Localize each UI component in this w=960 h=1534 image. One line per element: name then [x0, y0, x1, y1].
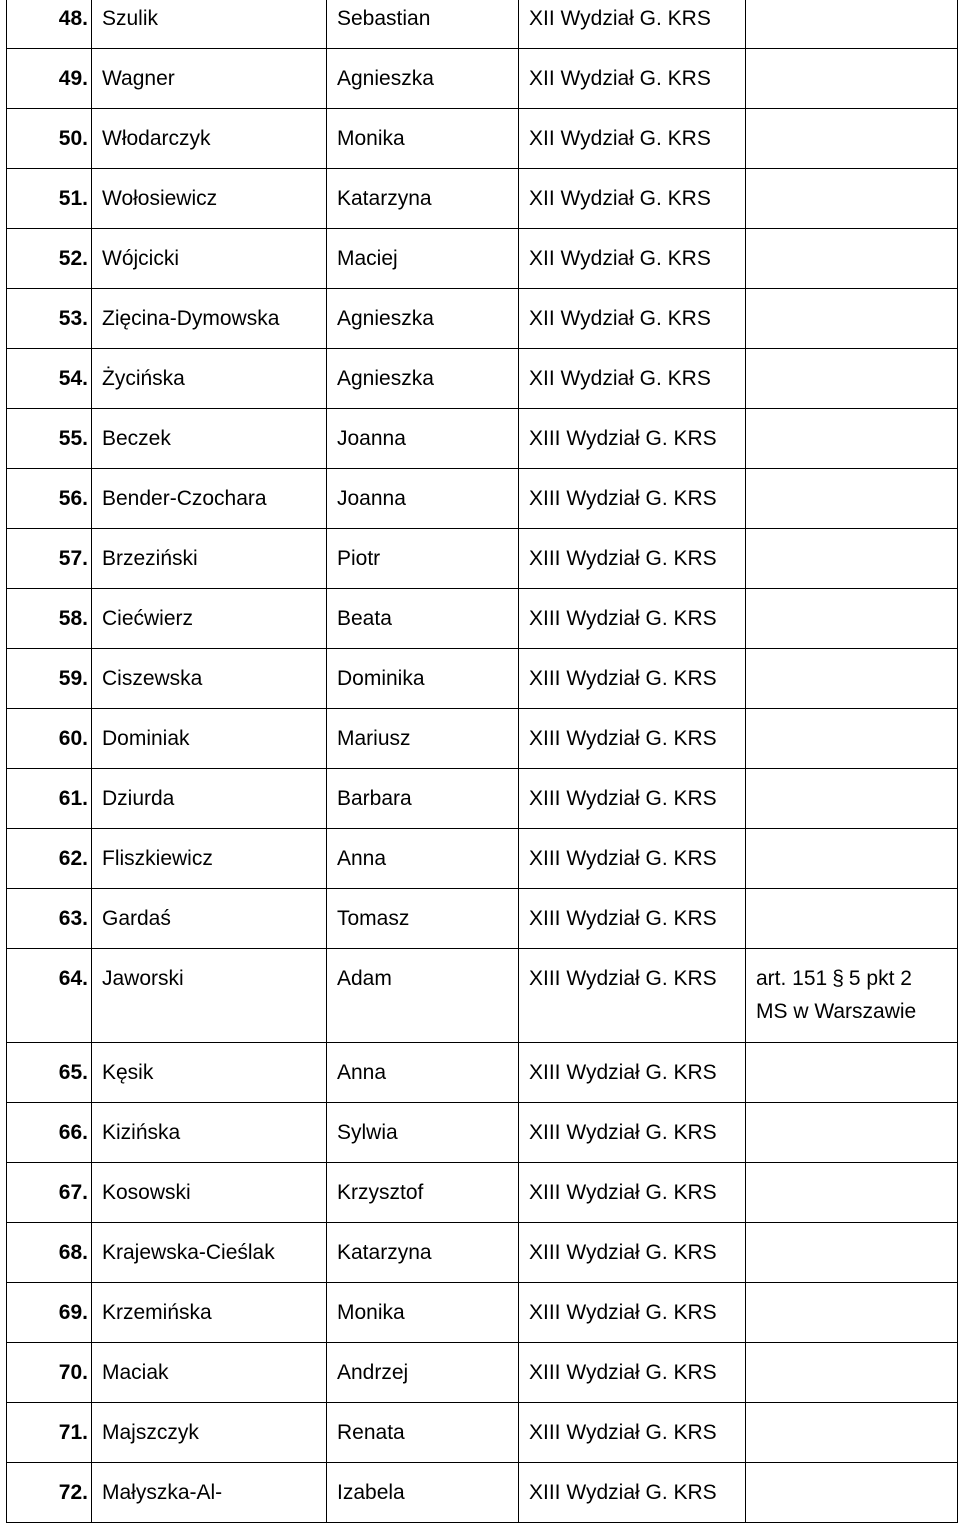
surname-cell: Kęsik	[92, 1043, 327, 1103]
note-cell	[746, 589, 958, 649]
surname-cell: Ciećwierz	[92, 589, 327, 649]
surname-cell: Beczek	[92, 409, 327, 469]
department-cell: XII Wydział G. KRS	[519, 289, 746, 349]
department-cell: XIII Wydział G. KRS	[519, 769, 746, 829]
note-cell	[746, 289, 958, 349]
first-name-cell: Joanna	[327, 409, 519, 469]
note-court: MS w Warszawie	[756, 1000, 917, 1023]
surname-cell: Kosowski	[92, 1163, 327, 1223]
first-name-cell: Agnieszka	[327, 349, 519, 409]
table-row	[7, 0, 958, 49]
first-name-cell: Krzysztof	[327, 1163, 519, 1223]
surname-cell: Bender-Czochara	[92, 469, 327, 529]
table-row	[7, 1343, 958, 1403]
table-row	[7, 1163, 958, 1223]
row-number: 50.	[7, 109, 92, 169]
first-name-cell: Katarzyna	[327, 169, 519, 229]
surname-cell: Życińska	[92, 349, 327, 409]
judges-table-body	[7, 0, 958, 1523]
note-cell	[746, 769, 958, 829]
table-row	[7, 289, 958, 349]
department-cell: XII Wydział G. KRS	[519, 109, 746, 169]
table-row	[7, 229, 958, 289]
department-cell: XIII Wydział G. KRS	[519, 1343, 746, 1403]
table-row	[7, 1463, 958, 1523]
row-number: 48.	[7, 0, 92, 49]
note-cell	[746, 1223, 958, 1283]
table-row	[7, 529, 958, 589]
department-cell: XIII Wydział G. KRS	[519, 1043, 746, 1103]
table-row	[7, 1043, 958, 1103]
row-number: 72.	[7, 1463, 92, 1523]
note-cell	[746, 949, 958, 1043]
first-name-cell: Maciej	[327, 229, 519, 289]
surname-cell: Brzeziński	[92, 529, 327, 589]
surname-cell: Zięcina-Dymowska	[92, 289, 327, 349]
surname-cell: Małyszka-Al-	[92, 1463, 327, 1523]
first-name-cell: Agnieszka	[327, 289, 519, 349]
department-cell: XIII Wydział G. KRS	[519, 709, 746, 769]
row-number: 54.	[7, 349, 92, 409]
surname-cell: Maciak	[92, 1343, 327, 1403]
row-number: 66.	[7, 1103, 92, 1163]
first-name-cell: Mariusz	[327, 709, 519, 769]
surname-cell: Dziurda	[92, 769, 327, 829]
department-cell: XII Wydział G. KRS	[519, 229, 746, 289]
table-row	[7, 1103, 958, 1163]
department-cell: XIII Wydział G. KRS	[519, 949, 746, 1043]
note-cell	[746, 889, 958, 949]
row-number: 64.	[7, 949, 92, 1043]
surname-cell: Gardaś	[92, 889, 327, 949]
row-number: 57.	[7, 529, 92, 589]
note-cell	[746, 1043, 958, 1103]
table-row	[7, 1283, 958, 1343]
department-cell: XIII Wydział G. KRS	[519, 1463, 746, 1523]
department-cell: XIII Wydział G. KRS	[519, 589, 746, 649]
row-number: 69.	[7, 1283, 92, 1343]
surname-cell: Dominiak	[92, 709, 327, 769]
table-row	[7, 349, 958, 409]
section-sign: §	[832, 967, 844, 990]
department-cell: XIII Wydział G. KRS	[519, 1283, 746, 1343]
surname-cell: Kizińska	[92, 1103, 327, 1163]
first-name-cell: Sebastian	[327, 0, 519, 49]
table-row	[7, 589, 958, 649]
surname-cell: Wagner	[92, 49, 327, 109]
table-row	[7, 1403, 958, 1463]
row-number: 55.	[7, 409, 92, 469]
note-cell	[746, 469, 958, 529]
first-name-cell: Sylwia	[327, 1103, 519, 1163]
surname-cell: Ciszewska	[92, 649, 327, 709]
first-name-cell: Monika	[327, 1283, 519, 1343]
table-row	[7, 469, 958, 529]
judges-table	[6, 0, 958, 1523]
row-number: 68.	[7, 1223, 92, 1283]
note-cell	[746, 1163, 958, 1223]
department-cell: XII Wydział G. KRS	[519, 0, 746, 49]
table-row	[7, 769, 958, 829]
first-name-cell: Dominika	[327, 649, 519, 709]
row-number: 51.	[7, 169, 92, 229]
row-number: 67.	[7, 1163, 92, 1223]
first-name-cell: Izabela	[327, 1463, 519, 1523]
table-row	[7, 709, 958, 769]
table-row	[7, 649, 958, 709]
first-name-cell: Piotr	[327, 529, 519, 589]
table-row	[7, 1223, 958, 1283]
surname-cell: Wójcicki	[92, 229, 327, 289]
note-cell	[746, 1463, 958, 1523]
department-cell: XII Wydział G. KRS	[519, 169, 746, 229]
department-cell: XII Wydział G. KRS	[519, 49, 746, 109]
first-name-cell: Beata	[327, 589, 519, 649]
first-name-cell: Adam	[327, 949, 519, 1043]
row-number: 65.	[7, 1043, 92, 1103]
row-number: 70.	[7, 1343, 92, 1403]
first-name-cell: Renata	[327, 1403, 519, 1463]
department-cell: XIII Wydział G. KRS	[519, 1103, 746, 1163]
note-cell	[746, 0, 958, 49]
row-number: 56.	[7, 469, 92, 529]
row-number: 52.	[7, 229, 92, 289]
table-row	[7, 49, 958, 109]
note-cell	[746, 829, 958, 889]
table-row	[7, 889, 958, 949]
note-paragraph: 5 pkt 2	[848, 967, 912, 990]
surname-cell: Fliszkiewicz	[92, 829, 327, 889]
row-number: 49.	[7, 49, 92, 109]
surname-cell: Szulik	[92, 0, 327, 49]
department-cell: XIII Wydział G. KRS	[519, 409, 746, 469]
department-cell: XIII Wydział G. KRS	[519, 1163, 746, 1223]
table-row	[7, 409, 958, 469]
first-name-cell: Tomasz	[327, 889, 519, 949]
note-cell	[746, 109, 958, 169]
first-name-cell: Andrzej	[327, 1343, 519, 1403]
table-row	[7, 949, 958, 1043]
department-cell: XIII Wydział G. KRS	[519, 649, 746, 709]
first-name-cell: Monika	[327, 109, 519, 169]
note-cell	[746, 1343, 958, 1403]
note-cell	[746, 649, 958, 709]
table-row	[7, 109, 958, 169]
note-cell	[746, 1283, 958, 1343]
first-name-cell: Joanna	[327, 469, 519, 529]
department-cell: XIII Wydział G. KRS	[519, 1403, 746, 1463]
surname-cell: Jaworski	[92, 949, 327, 1043]
surname-cell: Krajewska-Cieślak	[92, 1223, 327, 1283]
note-cell	[746, 1403, 958, 1463]
department-cell: XIII Wydział G. KRS	[519, 889, 746, 949]
department-cell: XIII Wydział G. KRS	[519, 1223, 746, 1283]
department-cell: XIII Wydział G. KRS	[519, 469, 746, 529]
note-cell	[746, 49, 958, 109]
department-cell: XIII Wydział G. KRS	[519, 829, 746, 889]
note-cell	[746, 529, 958, 589]
note-cell	[746, 1103, 958, 1163]
note-cell	[746, 349, 958, 409]
row-number: 71.	[7, 1403, 92, 1463]
note-cell	[746, 169, 958, 229]
surname-cell: Włodarczyk	[92, 109, 327, 169]
first-name-cell: Barbara	[327, 769, 519, 829]
note-cell	[746, 229, 958, 289]
row-number: 59.	[7, 649, 92, 709]
first-name-cell: Katarzyna	[327, 1223, 519, 1283]
table-row	[7, 169, 958, 229]
first-name-cell: Agnieszka	[327, 49, 519, 109]
row-number: 63.	[7, 889, 92, 949]
table-row	[7, 829, 958, 889]
surname-cell: Wołosiewicz	[92, 169, 327, 229]
department-cell: XII Wydział G. KRS	[519, 349, 746, 409]
row-number: 60.	[7, 709, 92, 769]
first-name-cell: Anna	[327, 829, 519, 889]
first-name-cell: Anna	[327, 1043, 519, 1103]
note-cell	[746, 409, 958, 469]
row-number: 61.	[7, 769, 92, 829]
surname-cell: Majszczyk	[92, 1403, 327, 1463]
note-cell	[746, 709, 958, 769]
note-article: art. 151	[756, 967, 828, 990]
row-number: 62.	[7, 829, 92, 889]
department-cell: XIII Wydział G. KRS	[519, 529, 746, 589]
row-number: 53.	[7, 289, 92, 349]
row-number: 58.	[7, 589, 92, 649]
surname-cell: Krzemińska	[92, 1283, 327, 1343]
